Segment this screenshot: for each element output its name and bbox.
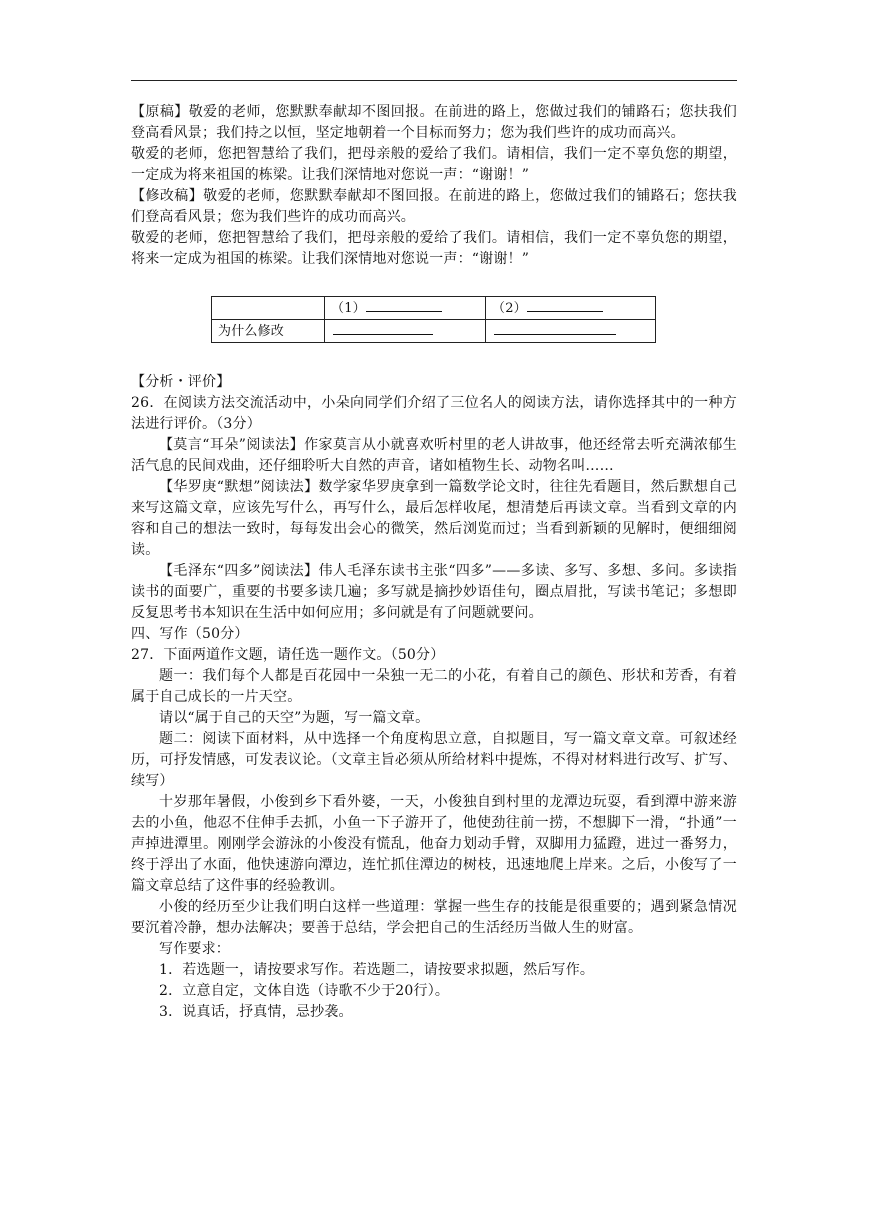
original-draft-para-1: 【原稿】敬爱的老师，您默默奉献却不图回报。在前进的路上，您做过我们的铺路石；您扶我们登高看风景；我们持之以恒，坚定地朝着一个目标而努力；您为我们些许的成功而高兴。 bbox=[131, 104, 737, 141]
revised-draft-para-1: 【修改稿】敬爱的老师，您默默奉献却不图回报。在前进的路上，您做过我们的铺路石；您扶我们登高看风景；您为我们些许的成功而高兴。 bbox=[131, 188, 737, 225]
material-lesson: 小俊的经历至少让我们明白这样一些道理：掌握一些生存的技能是很重要的；遇到紧急情况要沉着冷静，想办法解决；要善于总结，学会把自己的生活经历当做人生的财富。 bbox=[131, 899, 737, 936]
topic-2: 题二：阅读下面材料，从中选择一个角度构思立意，自拟题目，写一篇文章文章。可叙述经历，可抒发情感，可发表议论。（文章主旨必须从所给材料中提炼，不得对材料进行改写、扩写、续写） bbox=[131, 731, 737, 789]
table-header-2-label: （2） bbox=[492, 301, 527, 316]
table-row bbox=[212, 297, 656, 320]
table-answer-cell-2 bbox=[486, 320, 656, 343]
answer-blank[interactable] bbox=[333, 320, 433, 335]
method-maozedong: 【毛泽东“四多”阅读法】伟人毛泽东读书主张“四多”——多读、多写、多想、多问。多读指读书的面要广，重要的书要多读几遍；多写就是摘抄妙语佳句，圈点眉批，写读书笔记；多想即反复思考书本知识在生活中如何应用；多问就是有了问题就要问。 bbox=[131, 563, 737, 621]
table-empty-cell bbox=[212, 297, 325, 320]
table-header-2 bbox=[486, 297, 656, 320]
revision-table-wrap bbox=[131, 270, 737, 352]
writing-section-heading: 四、写作（50分） bbox=[131, 626, 249, 642]
spacer bbox=[131, 352, 737, 372]
topic-1: 题一：我们每个人都是百花园中一朵独一无二的小花，有着自己的颜色、形状和芳香，有着属于自己成长的一片天空。 bbox=[131, 668, 737, 705]
method-hualuogeng: 【华罗庚“默想”阅读法】数学家华罗庚拿到一篇数学论文时，往往先看题目，然后默想自己来写这篇文章，应该先写什么，再写什么，最后怎样收尾，想清楚后再读文章。当看到文章的内容和自己的想法一致时，每每发出会心的微笑，然后浏览而过；当看到新颖的见解时，便细细阅读。 bbox=[131, 479, 737, 558]
topic-1-requirement: 请以“属于自己的天空”为题，写一篇文章。 bbox=[159, 710, 430, 726]
requirement-item: 2．立意自定，文体自选（诗歌不少于20行）。 bbox=[159, 983, 450, 999]
table-header-1 bbox=[325, 297, 486, 320]
revised-draft-para-2: 敬爱的老师，您把智慧给了我们，把母亲般的爱给了我们。请相信，我们一定不辜负您的期望，将来一定成为祖国的栋梁。让我们深情地对您说一声：“谢谢！” bbox=[131, 230, 737, 267]
document-body bbox=[131, 102, 737, 1023]
original-draft-para-2: 敬爱的老师，您把智慧给了我们，把母亲般的爱给了我们。请相信，我们一定不辜负您的期望，一定成为将来祖国的栋梁。让我们深情地对您说一声：“谢谢！” bbox=[131, 146, 737, 183]
method-moyan: 【莫言“耳朵”阅读法】作家莫言从小就喜欢听村里的老人讲故事，他还经常去听充满浓郁生活气息的民间戏曲，还仔细聆听大自然的声音，诸如植物生长、动物名叫…… bbox=[131, 437, 737, 474]
requirements-title: 写作要求： bbox=[159, 941, 230, 957]
analysis-heading: 【分析・评价】 bbox=[131, 374, 231, 390]
requirement-item: 1．若选题一，请按要求写作。若选题二，请按要求拟题，然后写作。 bbox=[159, 962, 595, 978]
material-story: 十岁那年暑假，小俊到乡下看外婆，一天，小俊独自到村里的龙潭边玩耍，看到潭中游来游去的小鱼，他忍不住伸手去抓，小鱼一下子游开了，他使劲往前一捞，不想脚下一滑，“扑通”一声掉进潭里。刚刚学会游泳的小俊没有慌乱，他奋力划动手臂，双脚用力猛蹬，进过一番努力，终于浮出了水面，他快速游向潭边，连忙抓住潭边的树枝，迅速地爬上岸来。之后，小俊写了一篇文章总结了这件事的经验教训。 bbox=[131, 794, 737, 894]
revision-table bbox=[211, 296, 656, 343]
requirement-item: 3．说真话，抒真情，忌抄袭。 bbox=[159, 1004, 353, 1020]
answer-blank[interactable] bbox=[366, 297, 442, 312]
table-answer-cell-1 bbox=[325, 320, 486, 343]
table-header-1-label: （1） bbox=[331, 301, 366, 316]
answer-blank[interactable] bbox=[527, 297, 603, 312]
question-27: 27．下面两道作文题，请任选一题作文。（50分） bbox=[131, 647, 445, 663]
question-26: 26．在阅读方法交流活动中，小朵向同学们介绍了三位名人的阅读方法，请你选择其中的一种方法进行评价。（3分） bbox=[131, 395, 737, 432]
header-rule bbox=[131, 80, 737, 81]
table-row-label: 为什么修改 bbox=[212, 320, 325, 343]
table-row bbox=[212, 320, 656, 343]
answer-blank[interactable] bbox=[494, 320, 616, 335]
